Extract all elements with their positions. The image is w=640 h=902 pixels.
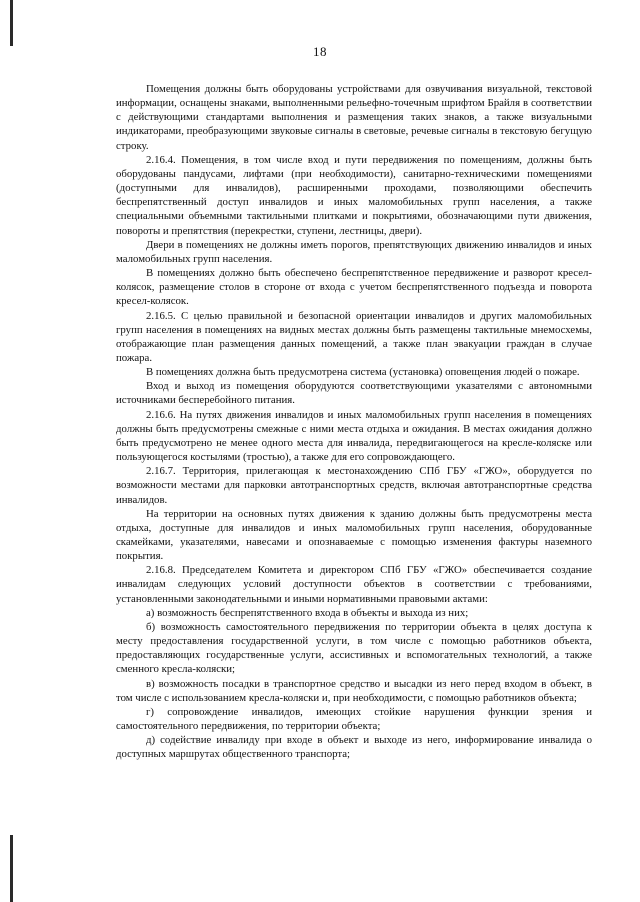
paragraph: 2.16.4. Помещения, в том числе вход и пути передвижения по помещениям, должны быть оборудованы пандусами, лифтами (при необходимости), санитарно-техническими помещениями (доступными для инвалидов), расширенными проходами, позволяющими обеспечить беспрепятственный доступ инвалидов и иных маломобильных групп населения, а также специальными объемными тактильными плитками и покрытиями, обозначающими пути движения, повороты и препятствия (перекрестки, ступени, лестницы, двери).: [116, 153, 592, 237]
list-item: д) содействие инвалиду при входе в объект и выходе из него, информирование инвалида о доступных маршрутах общественного транспорта;: [116, 734, 592, 761]
paragraph: 2.16.8. Председателем Комитета и директором СПб ГБУ «ГЖО» обеспечивается создание инвалидам следующих условий доступности объектов в соответствии с требованиями, установленными законодательными и иными нормативными правовыми актами:: [116, 564, 592, 605]
paragraph: Вход и выход из помещения оборудуются соответствующими указателями с автономными источниками бесперебойного питания.: [116, 380, 592, 407]
paragraph: На территории на основных путях движения к зданию должны быть предусмотрены места отдыха, доступные для инвалидов и иных маломобильных групп населения, оборудованные скамейками, указателями, навесами и опознаваемые с помощью изменения фактуры наземного покрытия.: [116, 507, 592, 563]
paragraph: Помещения должны быть оборудованы устройствами для озвучивания визуальной, текстовой информации, оснащены знаками, выполненными рельефно-точечным шрифтом Брайля в соответствии с действующими стандартами выполнения и размещения таких знаков, а также визуальными индикаторами, преобразующими звуковые сигналы в световые, речевые сигналы в текстовую бегущую строку.: [116, 83, 592, 152]
list-item: г) сопровождение инвалидов, имеющих стойкие нарушения функции зрения и самостоятельного передвижения, по территории объекта;: [116, 705, 592, 733]
list-item: а) возможность беспрепятственного входа в объекты и выхода из них;: [146, 606, 469, 619]
body-text: [116, 82, 592, 762]
scan-edge-mark: [10, 835, 13, 902]
list-item: б) возможность самостоятельного передвижения по территории объекта в целях доступа к месту предоставления государственной услуги, в том числе с помощью работников объекта, предоставляющих государственные услуги, ассистивных и вспомогательных технологий, а также сменного кресла-коляски;: [116, 620, 592, 676]
page-number: 18: [313, 44, 327, 59]
paragraph: В помещениях должна быть предусмотрена система (установка) оповещения людей о пожаре.: [146, 366, 580, 379]
paragraph: 2.16.6. На путях движения инвалидов и иных маломобильных групп населения в помещениях должны быть предусмотрены смежные с ними места отдыха и ожидания. В местах ожидания должно быть предусмотрено не менее одного места для инвалида, передвигающегося на кресле-коляске или пользующегося костылями (тростью), а также для его сопровождающего.: [116, 408, 592, 464]
list-item: в) возможность посадки в транспортное средство и высадки из него перед входом в объект, в том числе с использованием кресла-коляски и, при необходимости, с помощью работников объекта;: [116, 677, 592, 704]
scan-edge-mark: [10, 0, 13, 46]
paragraph: 2.16.5. С целью правильной и безопасной ориентации инвалидов и других маломобильных групп населения в помещениях на видных местах должны быть размещены тактильные мнемосхемы, отображающие план размещения данных помещений, а также план эвакуации граждан в случае пожара.: [116, 309, 592, 364]
paragraph: Двери в помещениях не должны иметь порогов, препятствующих движению инвалидов и иных маломобильных групп населения.: [116, 238, 592, 265]
paragraph: В помещениях должно быть обеспечено беспрепятственное передвижение и разворот кресел-колясок, размещение столов в стороне от входа с учетом беспрепятственного подъезда и поворота кресел-колясок.: [116, 267, 592, 308]
paragraph: 2.16.7. Территория, прилегающая к местонахождению СПб ГБУ «ГЖО», оборудуется по возможности местами для парковки автотранспортных средств, включая автотранспортные средства инвалидов.: [116, 465, 592, 506]
